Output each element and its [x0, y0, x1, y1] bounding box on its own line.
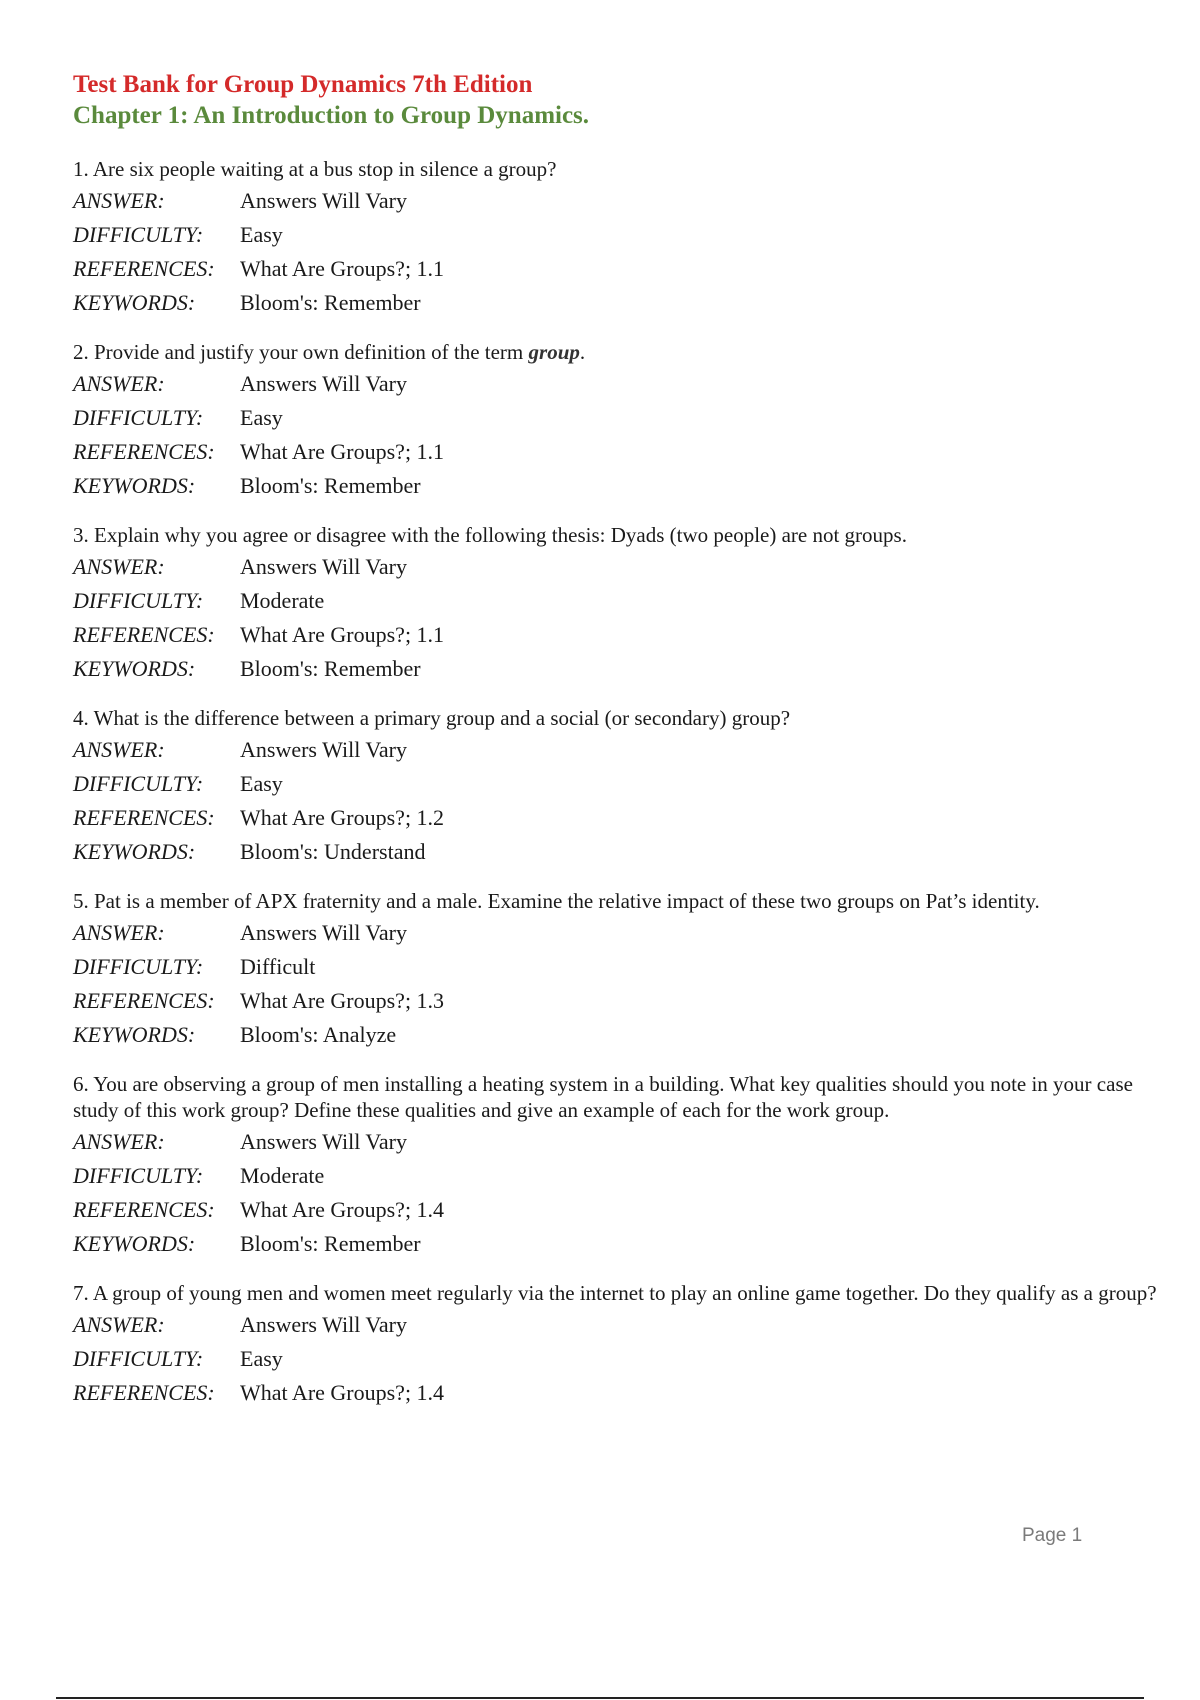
difficulty-row [73, 218, 1163, 252]
references-value: What Are Groups?; 1.3 [240, 988, 445, 1013]
answer-row [73, 367, 1163, 401]
keywords-row [73, 652, 1163, 686]
references-row [73, 1376, 1163, 1410]
answer-row [73, 733, 1163, 767]
keywords-value: Bloom's: Remember [240, 656, 421, 681]
difficulty-row [73, 584, 1163, 618]
references-value: What Are Groups?; 1.1 [240, 439, 445, 464]
keywords-row [73, 286, 1163, 320]
difficulty-value: Difficult [240, 954, 316, 979]
references-label: REFERENCES: [73, 988, 215, 1013]
references-label: REFERENCES: [73, 439, 215, 464]
answer-label: ANSWER: [73, 737, 165, 762]
question-text-end: . [579, 340, 586, 364]
bottom-divider [56, 1697, 1144, 1699]
difficulty-label: DIFFICULTY: [73, 405, 204, 430]
question-7 [73, 1280, 1163, 1410]
keywords-row [73, 1018, 1163, 1052]
question-4 [73, 705, 1163, 869]
difficulty-value: Easy [240, 771, 283, 796]
question-6 [73, 1071, 1163, 1261]
keywords-label: KEYWORDS: [73, 656, 196, 681]
difficulty-label: DIFFICULTY: [73, 222, 204, 247]
keywords-row [73, 1227, 1163, 1261]
answer-value: Answers Will Vary [240, 920, 407, 945]
difficulty-value: Easy [240, 1346, 283, 1371]
keywords-value: Bloom's: Remember [240, 290, 421, 315]
references-row [73, 252, 1163, 286]
answer-label: ANSWER: [73, 1129, 165, 1154]
references-value: What Are Groups?; 1.1 [240, 256, 445, 281]
references-value: What Are Groups?; 1.2 [240, 805, 445, 830]
references-label: REFERENCES: [73, 805, 215, 830]
difficulty-row [73, 1342, 1163, 1376]
difficulty-label: DIFFICULTY: [73, 588, 204, 613]
answer-value: Answers Will Vary [240, 1312, 407, 1337]
answer-label: ANSWER: [73, 1312, 165, 1337]
keywords-value: Bloom's: Remember [240, 473, 421, 498]
answer-row [73, 184, 1163, 218]
references-label: REFERENCES: [73, 256, 215, 281]
answer-label: ANSWER: [73, 554, 165, 579]
difficulty-row [73, 1159, 1163, 1193]
answer-value: Answers Will Vary [240, 188, 407, 213]
difficulty-label: DIFFICULTY: [73, 954, 204, 979]
page-number: Page 1 [1022, 1525, 1083, 1546]
difficulty-row [73, 950, 1163, 984]
keywords-label: KEYWORDS: [73, 1022, 196, 1047]
answer-row [73, 550, 1163, 584]
question-5 [73, 888, 1163, 1052]
keywords-label: KEYWORDS: [73, 839, 196, 864]
difficulty-row [73, 767, 1163, 801]
answer-row [73, 1308, 1163, 1342]
keywords-label: KEYWORDS: [73, 290, 196, 315]
difficulty-value: Moderate [240, 588, 325, 613]
answer-value: Answers Will Vary [240, 737, 407, 762]
answer-row [73, 1125, 1163, 1159]
answer-value: Answers Will Vary [240, 554, 407, 579]
difficulty-label: DIFFICULTY: [73, 771, 204, 796]
difficulty-value: Moderate [240, 1163, 325, 1188]
difficulty-row [73, 401, 1163, 435]
difficulty-label: DIFFICULTY: [73, 1163, 204, 1188]
keywords-row [73, 835, 1163, 869]
references-value: What Are Groups?; 1.4 [240, 1380, 445, 1405]
references-row [73, 984, 1163, 1018]
answer-label: ANSWER: [73, 188, 165, 213]
keywords-value: Bloom's: Understand [240, 839, 426, 864]
references-row [73, 801, 1163, 835]
question-text: 6. You are observing a group of men installing a heating system in a building. What key qualities should you note in your case study of this work group? Define these qualities and give an example of each for the work group. [73, 1072, 1133, 1122]
question-3 [73, 522, 1163, 686]
question-text: 4. What is the difference between a primary group and a social (or secondary) group? [73, 706, 791, 730]
references-row [73, 1193, 1163, 1227]
answer-label: ANSWER: [73, 920, 165, 945]
question-text: 1. Are six people waiting at a bus stop in silence a group? [73, 157, 557, 181]
references-value: What Are Groups?; 1.1 [240, 622, 445, 647]
emphasized-term: group [528, 340, 580, 364]
difficulty-value: Easy [240, 222, 283, 247]
answer-value: Answers Will Vary [240, 371, 407, 396]
references-value: What Are Groups?; 1.4 [240, 1197, 445, 1222]
keywords-label: KEYWORDS: [73, 1231, 196, 1256]
question-2 [73, 339, 1163, 503]
keywords-row [73, 469, 1163, 503]
question-1 [73, 156, 1163, 320]
chapter-title: Chapter 1: An Introduction to Group Dynamics. [73, 102, 590, 129]
difficulty-label: DIFFICULTY: [73, 1346, 204, 1371]
references-label: REFERENCES: [73, 1197, 215, 1222]
answer-label: ANSWER: [73, 371, 165, 396]
question-text: 3. Explain why you agree or disagree with the following thesis: Dyads (two people) are not groups. [73, 523, 907, 547]
references-label: REFERENCES: [73, 622, 215, 647]
difficulty-value: Easy [240, 405, 283, 430]
question-text [73, 339, 1163, 365]
answer-row [73, 916, 1163, 950]
question-text: 7. A group of young men and women meet regularly via the internet to play an online game together. Do they qualify as a group? [73, 1281, 1157, 1305]
references-row [73, 435, 1163, 469]
references-label: REFERENCES: [73, 1380, 215, 1405]
keywords-value: Bloom's: Analyze [240, 1022, 397, 1047]
references-row [73, 618, 1163, 652]
answer-value: Answers Will Vary [240, 1129, 407, 1154]
document-page [73, 70, 1163, 1429]
document-title: Test Bank for Group Dynamics 7th Edition [73, 71, 533, 98]
question-text: 5. Pat is a member of APX fraternity and a male. Examine the relative impact of these two groups on Pat’s identity. [73, 889, 1040, 913]
question-text-start: 2. Provide and justify your own definition of the term [73, 340, 529, 364]
question-list [73, 156, 1163, 1410]
keywords-label: KEYWORDS: [73, 473, 196, 498]
keywords-value: Bloom's: Remember [240, 1231, 421, 1256]
